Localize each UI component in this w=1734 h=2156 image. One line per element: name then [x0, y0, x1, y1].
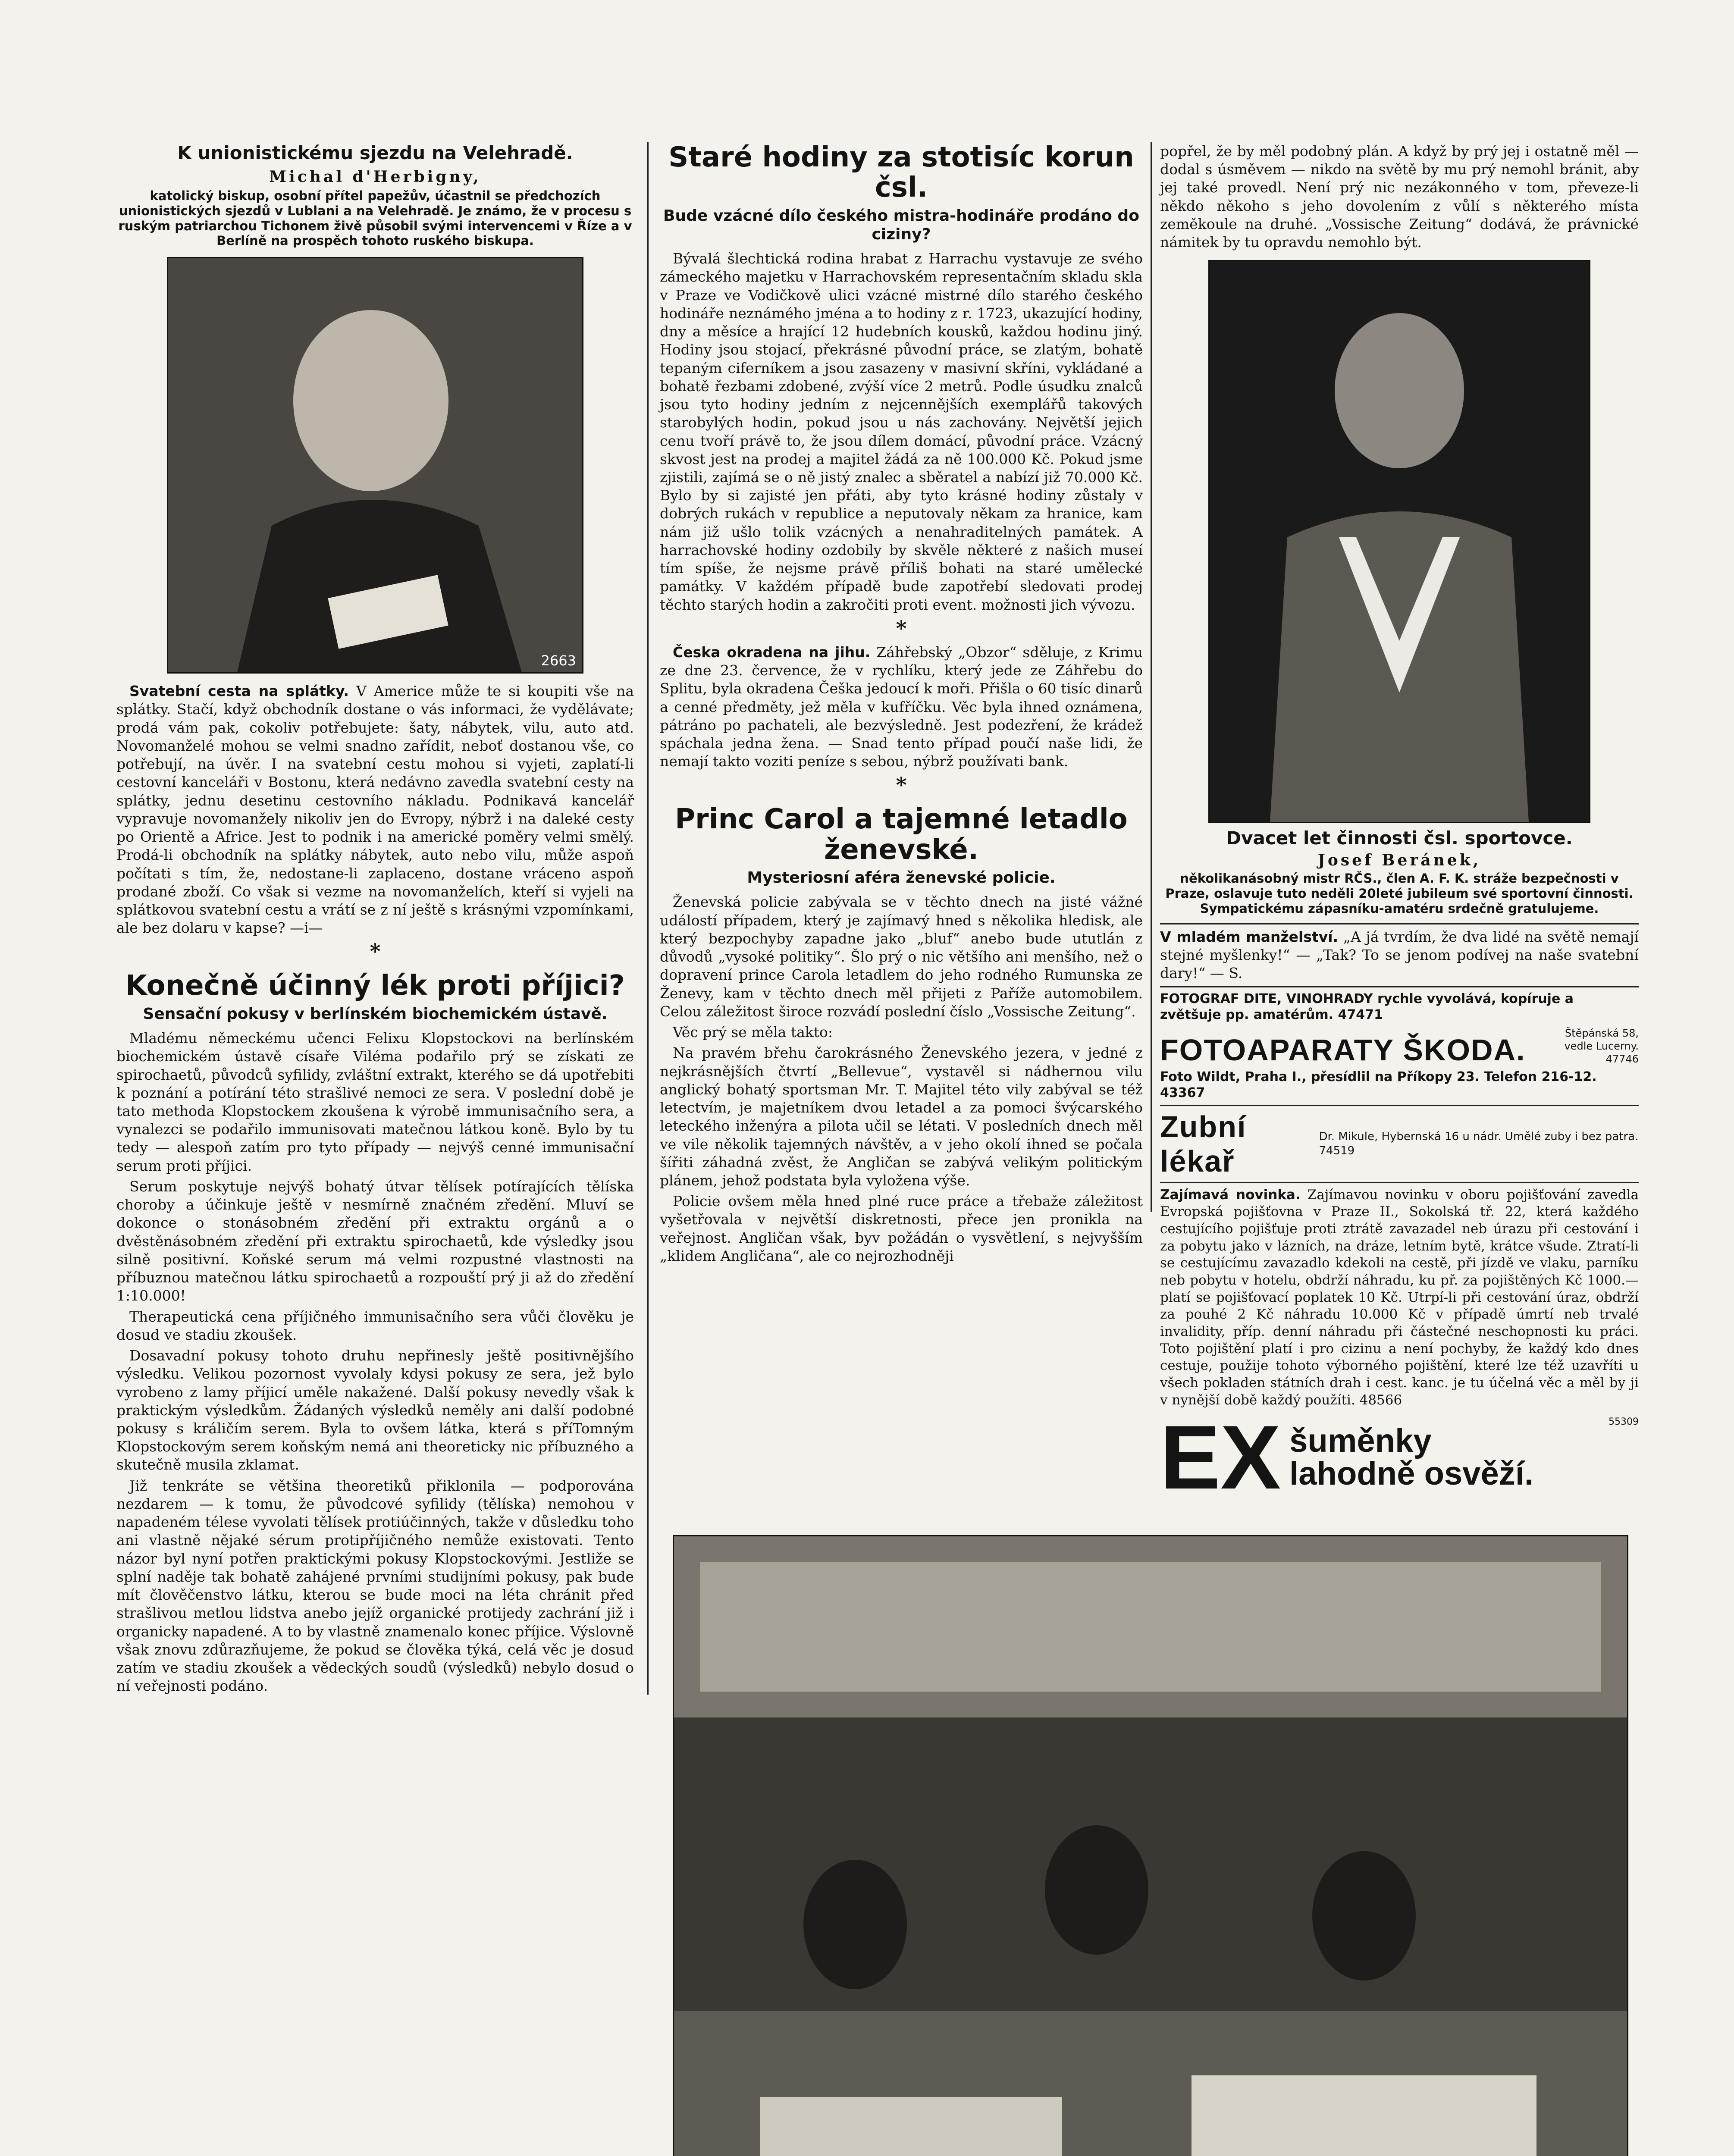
separator-star: *: [896, 616, 907, 641]
ad-ex-text: [1289, 1422, 1534, 1492]
photo-signature: 2663: [541, 652, 576, 669]
separator-star: *: [370, 940, 381, 964]
athlete-caption-text: několikanásobný mistr RČS., člen A. F. K. stráže bezpečnosti v Praze, oslavuje tuto neděli 20leté jubileum své sportovní činnosti. Sympatickému zápasníku-amatéru srdečně gratulujeme.: [1165, 871, 1634, 916]
ad-ex-line-2: lahodně osvěží.: [1289, 1455, 1534, 1492]
column-rule-left: [647, 142, 649, 1695]
carol-continuation: popřel, že by měl podobný plán. A když by prý jej i ostatně měl — dodal s úsměvem — nikdo na světě by mu prý nemohl bránit, aby jej také provedl. Není prý nic nezákonného v tom, převeze-li někdo někoho s jeho dovolením z vůlí s některého místa zeměkoule na druhé. „Vossische Zeitung“ dodává, že právnické námitek by tu opravdu nemohlo být.: [1160, 143, 1639, 251]
photo-athlete: [1208, 260, 1590, 823]
article-subhead-syphilis: Sensační pokusy v berlínském biochemickém ústavě.: [143, 1005, 608, 1023]
joke-marriage-text: „A já tvrdím, že dva lidé na světě nemají stejné myšlenky!“ — „Tak? To se jenom podívej na naše svatební dary!“ — S.: [1160, 928, 1639, 982]
separator-star: *: [896, 773, 907, 798]
carol-paragraph-4: Policie ovšem měla hned plné ruce práce a třebaže záležitost vyšetřovala v největší diskretnosti, přece jen pronikla na veřejnost. Angličan však, byv požádán o vysvětlení, s nejvyšším „klidem Angličana“, ale co nejrozhodněji: [660, 1193, 1143, 1264]
item-robbery-text: Záhřebský „Obzor“ sděluje, z Krimu ze dne 23. července, že v rychlíku, který jede ze Záhřebu do Splitu, byla okradena Češka jedoucí k moři. Přišla o 60 tisíc dinarů a cenné předměty, jež měla v kufříčku. Věc byla ihned oznámena, pátráno po pachateli, ale bezvýsledně. Jest podezření, že krádež spáchala jedna žena. — Snad tento případ poučí naše lidi, že nemají takto voziti peníze s sebou, nýbrž používati bank.: [660, 643, 1143, 770]
article-subhead-carol: Mysteriosní aféra ženevské policie.: [747, 869, 1056, 887]
ad-photographer: FOTOGRAF DITE, VINOHRADY rychle vyvolává, kopíruje a zvětšuje pp. amatérům. 47471: [1160, 991, 1574, 1022]
article-headline-clock: Staré hodiny za stotisíc korun čsl.: [668, 141, 1134, 204]
ad-skoda: [1160, 1025, 1639, 1067]
carol-paragraph-3: Na pravém břehu čarokrásného Ženevského jezera, v jedné z nejkrásnějších čtvrtí „Bellevue“, vystavěl si nádhernou vilu anglický bohatý sportsman Mr. T. Majitel této vily zabýval se též letectvím, je majetníkem dvou letadel a za pomoci švýcarského leteckého inženýra a pilota učil se létati. V posledních dnech měl ve vile několik tajemných návštěv, a v jeho okolí ihned se počala šířiti záhadná zvěst, že Angličan se zabývá velikým politickým plánem, jehož podstata byla vyložena výše.: [660, 1044, 1143, 1189]
athlete-figure: [1210, 261, 1589, 822]
ad-skoda-title: FOTOAPARATY ŠKODA.: [1160, 1033, 1526, 1067]
bishop-figure: [168, 258, 582, 672]
ad-ex-tablets: [1160, 1407, 1639, 1508]
insurance-notice-title: Zajímavá novinka.: [1160, 1187, 1301, 1203]
insurance-notice-text: Zajímavou novinku v oboru pojišťování zavedla Evropská pojišťovna v Praze II., Sokolská tř. 22, která každého cestujícího pojišťuje proti ztrátě zavazadel neb úrazu při cestování i za pobytu jako v lázních, na dráze, letním bytě, krátce všude. Ztratí-li se cestujícímu zavazadlo kdekoli na cestě, při jízdě ve vlaku, parníku neb pobytu v hotelu, obdrží náhradu, ku př. za pojištěných Kč 1000.— platí se pojišťovací poplatek 10 Kč. Utrpí-li při cestování úraz, obdrží za pouhé 2 Kč náhradu 10.000 Kč v případě úmrtí neb trvalé invalidity, příp. denní náhradu při částečné neschopnosti ku práci. Toto pojištění platí i pro cizinu a není pochyby, že každý kdo dnes cestuje, použije tohoto výborného pojištění, které lze též uzavříti u všech pokladen státních drah i cest. kanc. je tu účelná věc a měl by ji v nynější době každý použíti. 48566: [1160, 1187, 1639, 1408]
shop-scene: [674, 1536, 1627, 2156]
article-headline-syphilis: Konečně účinný lék proti příjici?: [125, 970, 625, 1002]
column-2: [660, 142, 1143, 1268]
carol-paragraph-2: Věc prý se měla takto:: [673, 1024, 833, 1041]
divider: [1160, 1182, 1639, 1183]
item-robbery-title: Česka okradena na jihu.: [673, 643, 871, 661]
ad-dentist-title: Zubní lékař: [1160, 1109, 1247, 1178]
item-honeymoon-title: Svatební cesta na splátky.: [129, 683, 349, 700]
divider: [1160, 923, 1639, 924]
divider: [1160, 986, 1639, 987]
divider: [1160, 1105, 1639, 1106]
item-honeymoon-text: V Americe může te si koupiti vše na splátky. Stačí, když obchodník dostane o vás informaci, že vydělávate; prodá vám pak, cokoliv potřebujete: šaty, nábytek, vilu, auto atd. Novomanželé mohou se velmi snadno zařídit, neboť dostanou vše, co potřebují, na úvěr. I na svatební cestu mohou si vyjeti, zaplatí-li cestovní kanceláři v Bostonu, která nedávno zavedla svatební cesty na splátky, jednu desetinu cestovního nákladu. Podnikavá kancelář vypravuje novomanžely nikoliv jen do Evropy, nýbrž i na daleké cesty po Orientě a Africe. Jest to podnik i na americké poměry velmi smělý. Prodá-li obchodník na splátky nábytek, auto nebo vilu, může aspoň počítati s tím, že, nedostane-li zaplaceno, dostane vráceno aspoň prodané zboží. Co však si vezme na novomanželích, kteří si vyjeli na splátkovou svatební cestu a vrátí se z ní ještě s krásnými vzpomínkami, ale bez dolaru v kapse? —i—: [116, 683, 634, 937]
joke-marriage: [1160, 928, 1639, 983]
item-honeymoon: [116, 682, 634, 937]
ad-dentist-details: Dr. Mikule, Hybernská 16 u nádr. Umělé zuby i bez patra. 74519: [1319, 1130, 1639, 1157]
article-headline-carol: Princ Carol a tajemné letadlo ženevské.: [675, 803, 1128, 866]
carol-paragraph-1: Ženevská policie zabývala se v těchto dnech na jisté vážné událostí případem, který je zajímavý hned s několika hledisk, ale který bezpochyby zapadne jako „bluf“ anebo bude ututlán z důvodů „vysoké politiky“. Šlo prý o nic většího ani menšího, než o dopravení prince Carola letadlem do jeho rodného Rumunska ze Ženevy, kam v těchto dnech měl přijeti z Paříže automobilem. Celou záležitost široce rozvádí poslední číslo „Vossische Zeitung“.: [660, 893, 1143, 1020]
syphilis-paragraph-5: Již tenkráte se většina theoretiků přiklonila — podporována nezdarem — k tomu, že původcové syfilidy (tělíska) nemohou v napadeném télese vyvolati tělísek protiúčinných, takže v důsledku toho ani vlastně nějaké sérum protipříjičného nemůže existovati. Tento názor byl nyní potřen praktickými pokusy Klopstockovými. Jestliže se splní naděje tak bohatě zahájené prvními studijními pokusy, pak bude mít člověčenstvo látku, kterou se bude moci na léta chránit před strašlivou metlou lidstva anebo jejíž organické protijedy zachrání již i organicky napadené. A to by vlastně znamenalo konec příjice. Výslovně však znovu zdůrazňujeme, že pokud se člověka týká, celá věc je dosud zatím ve stadiu zkoušek a vědeckých soudů (výsledků) nebylo dosud o ní veřejnosti podáno.: [116, 1477, 634, 1695]
article-subhead-clock: Bude vzácné dílo českého mistra-hodináře prodáno do ciziny?: [663, 207, 1139, 243]
athlete-caption-title: Dvacet let činnosti čsl. sportovce.: [1226, 827, 1573, 849]
syphilis-paragraph-1: Mladému německému učenci Felixu Klopstockovi na berlínském biochemickém ústavě císaře Viléma podařilo prý se získati ze spirochaetů, původců syfilidy, zvláštní extrakt, kterého se dá upotřebiti k poznání a potírání této strašlivé nemoci ze sera. V poslední době je tato methoda Klopstockem zkoušena k výrobě immunisačního sera, a vynalezci se podařilo immunisovati matečnou látkou koně. Bylo by tu tedy — alespoň zatím pro tyto případy — nejvýš cenné immunisační serum proti příjici.: [116, 1030, 634, 1174]
ad-dentist: [1160, 1109, 1639, 1178]
column-3: [1160, 142, 1639, 1508]
ad-ex-code: 55309: [1609, 1416, 1639, 1428]
insurance-notice: [1160, 1187, 1639, 1409]
ad-skoda-address: Štěpánská 58, vedle Lucerny. 47746: [1564, 1027, 1639, 1065]
photo-japan-shop: [673, 1535, 1628, 2156]
clock-paragraph: Bývalá šlechtická rodina hrabat z Harrachu vystavuje ze svého zámeckého majetku v Harrachovském representačním skladu skla v Praze ve Vodičkově ulici vzácné mistrné dílo starého českého hodináře neznámého jména a to hodiny z r. 1723, ukazující hodiny, dny a měsíce a hrající 12 hudebních kousků, každou hodinu jiný. Hodiny jsou stojací, překrásné původní práce, se zlatým, bohatě tepaným ciferníkem a jsou zasazeny v masivní skříni, vykládané a bohatě řezbami zdobené, zvýší více 2 metrů. Podle úsudku znalců jsou tyto hodiny jedním z nejcennějších exemplářů takových starobylých hodin, pokud jsou u nás zachovány. Největší jejich cenu tvoří právě to, že jsou dílem domácí, původní práce. Vzácný skvost jest na prodej a majitel žádá za ně 100.000 Kč. Pokud jsme zjistili, zajímá se o ně jistý znalec a sběratel a nabízí již 70.000 Kč. Bylo by si zajisté jen přáti, aby tyto krásné hodiny zůstaly v dobrých rukách v republice a neputovaly někam za hranice, kam nám již ušlo tolik vzácných a nenahraditelných památek. A harrachovské hodiny ozdobily by skvěle některé z našich museí tím spíše, že nejsme právě příliš bohati na staré umělecké památky. V každém případě bude zapotřebí sledovati prodej těchto starých hodin a zakročiti proti event. možnosti jich vývozu.: [660, 250, 1143, 613]
byline-herbigny: Michal d'Herbigny,: [269, 168, 481, 186]
photo-bishop: [167, 257, 583, 674]
item-robbery: [660, 643, 1143, 771]
syphilis-paragraph-3: Therapeutická cena příjičného immunisačního sera vůči člověku je dosud ve stadiu zkoušek.: [116, 1308, 634, 1343]
syphilis-paragraph-4: Dosavadní pokusy tohoto druhu nepřinesly ještě positivnějšího výsledku. Velikou pozornost vyvolaly kdysi pokusy ze sera, jež bylo vyrobeno z lamy příjicí uměle nakažené. Další pokusy nevedly však k praktickým výsledkům. Žádaných výsledků neměly ani další podobné pokusy s králičím serem. Byla to ovšem látka, která s příTomným Klopstockovým serem koňským nemá ani theoreticky nic příbuzného a skutečně musila zklamat.: [116, 1347, 634, 1473]
athlete-caption-name: Josef Beránek,: [1317, 851, 1481, 870]
syphilis-paragraph-2: Serum poskytuje nejvýš bohatý útvar tělísek potírajících tělíska choroby a účinkuje ještě v nesmírně značném zředění. Mluví se dokonce o stonásobném zředění při extraktu orgánů a o dvěstěnásobném zředění při extraktu spirochaetů, kde výsledky jsou silně positivní. Koňské serum má velmi rozpustné vlastnosti na příbuznou matečnou látku spirochaetů a rozpouští prý ji až do zředění 1:10.000!: [116, 1178, 634, 1304]
joke-marriage-title: V mladém manželství.: [1160, 928, 1339, 945]
column-rule-right: [1151, 142, 1152, 1212]
ad-foto-wildt: Foto Wildt, Praha I., přesídlil na Příkopy 23. Telefon 216-12. 43367: [1160, 1069, 1597, 1100]
ad-ex-line-1: šuměnky: [1289, 1422, 1432, 1459]
ad-ex-mark: EX: [1160, 1407, 1281, 1508]
lead-herbigny: katolický biskup, osobní přítel papežův, účastnil se předchozích unionistických sjezdů v Lublani a na Velehradě. Je známo, že v procesu s ruským patriarchou Tichonem živě působil svými intervencemi v Říze a v Berlíně na prospěch tohoto ruského biskupa.: [118, 188, 632, 248]
article-headline-velehrad: K unionistickému sjezdu na Velehradě.: [177, 142, 573, 163]
column-1: [116, 142, 634, 1698]
